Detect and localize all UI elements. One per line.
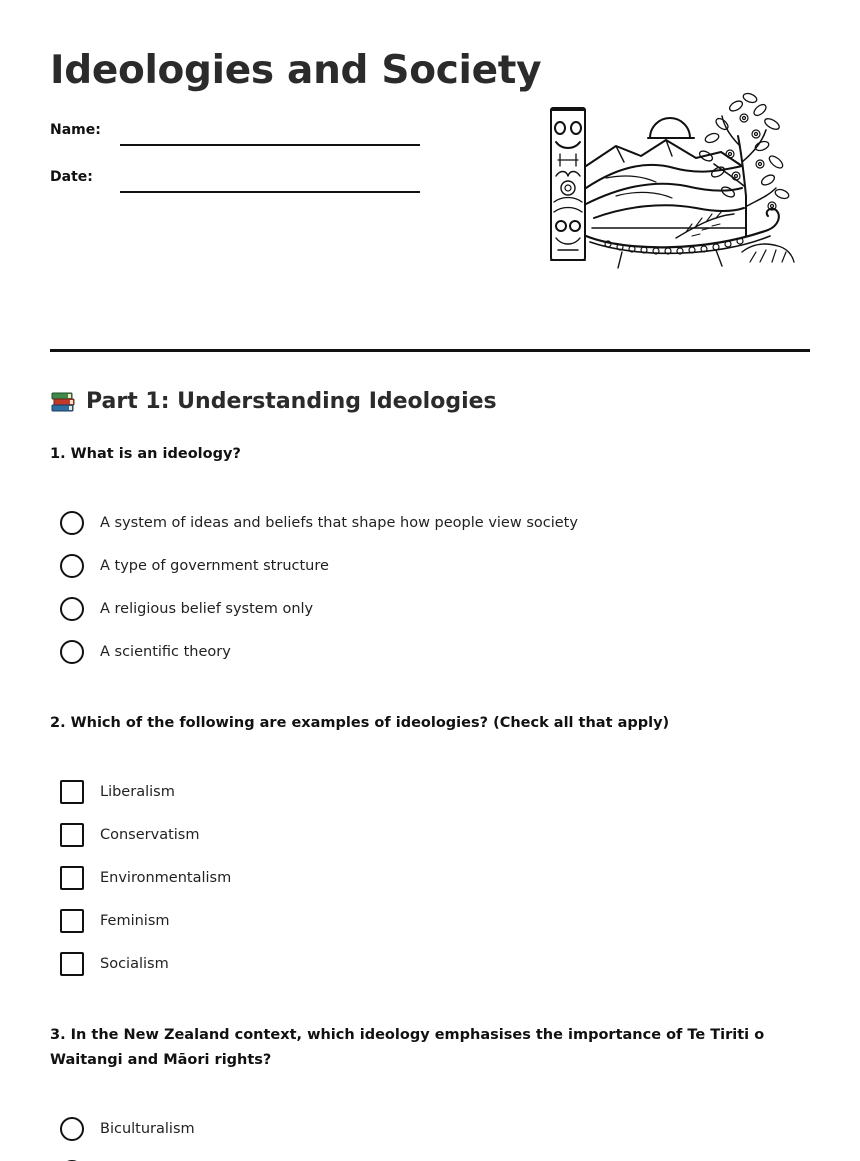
header-divider (50, 349, 810, 352)
radio-button[interactable] (60, 1117, 84, 1141)
question-2: 2. Which of the following are examples of ideologies? (Check all that apply) (50, 715, 670, 731)
question-2-option[interactable] (60, 770, 231, 813)
question-1: 1. What is an ideology? (50, 446, 241, 462)
date-field[interactable] (50, 165, 430, 195)
option-label: A scientific theory (100, 643, 231, 660)
books-icon (50, 390, 76, 414)
question-1-option[interactable] (60, 501, 578, 544)
worksheet-header (0, 0, 860, 352)
question-3-option-partial[interactable] (60, 1150, 195, 1161)
option-label: A system of ideas and beliefs that shape how people view society (100, 514, 578, 531)
question-2-option[interactable] (60, 856, 231, 899)
question-3-options (60, 1107, 195, 1161)
question-1-option[interactable] (60, 544, 578, 587)
date-label: Date: (50, 169, 93, 185)
question-2-option[interactable] (60, 942, 231, 985)
option-label: Feminism (100, 912, 170, 929)
question-2-options (60, 770, 231, 985)
radio-button[interactable] (60, 640, 84, 664)
question-3-option[interactable] (60, 1107, 195, 1150)
checkbox[interactable] (60, 780, 84, 804)
radio-button[interactable] (60, 597, 84, 621)
date-line[interactable] (120, 191, 420, 193)
nz-landscape-illustration (546, 76, 798, 270)
name-label: Name: (50, 122, 101, 138)
option-label: A type of government structure (100, 557, 329, 574)
name-line[interactable] (120, 144, 420, 146)
name-field[interactable] (50, 118, 430, 148)
checkbox[interactable] (60, 866, 84, 890)
page-title: Ideologies and Society (50, 48, 542, 93)
checkbox[interactable] (60, 823, 84, 847)
checkbox[interactable] (60, 952, 84, 976)
option-label: Liberalism (100, 783, 175, 800)
option-label: A religious belief system only (100, 600, 314, 617)
option-label: Conservatism (100, 826, 200, 843)
question-1-option[interactable] (60, 587, 578, 630)
option-label: Socialism (100, 955, 169, 972)
question-1-options (60, 501, 578, 673)
option-label: Biculturalism (100, 1120, 195, 1137)
question-2-option[interactable] (60, 899, 231, 942)
part-1-heading (50, 389, 497, 414)
question-2-option[interactable] (60, 813, 231, 856)
option-label: Environmentalism (100, 869, 232, 886)
question-1-option[interactable] (60, 630, 578, 673)
radio-button[interactable] (60, 554, 84, 578)
part-1-heading-text: Part 1: Understanding Ideologies (86, 389, 497, 414)
question-3: 3. In the New Zealand context, which ideology emphasises the importance of Te Tiriti o Waitangi and Māori rights? (50, 1027, 765, 1068)
radio-button[interactable] (60, 511, 84, 535)
checkbox[interactable] (60, 909, 84, 933)
